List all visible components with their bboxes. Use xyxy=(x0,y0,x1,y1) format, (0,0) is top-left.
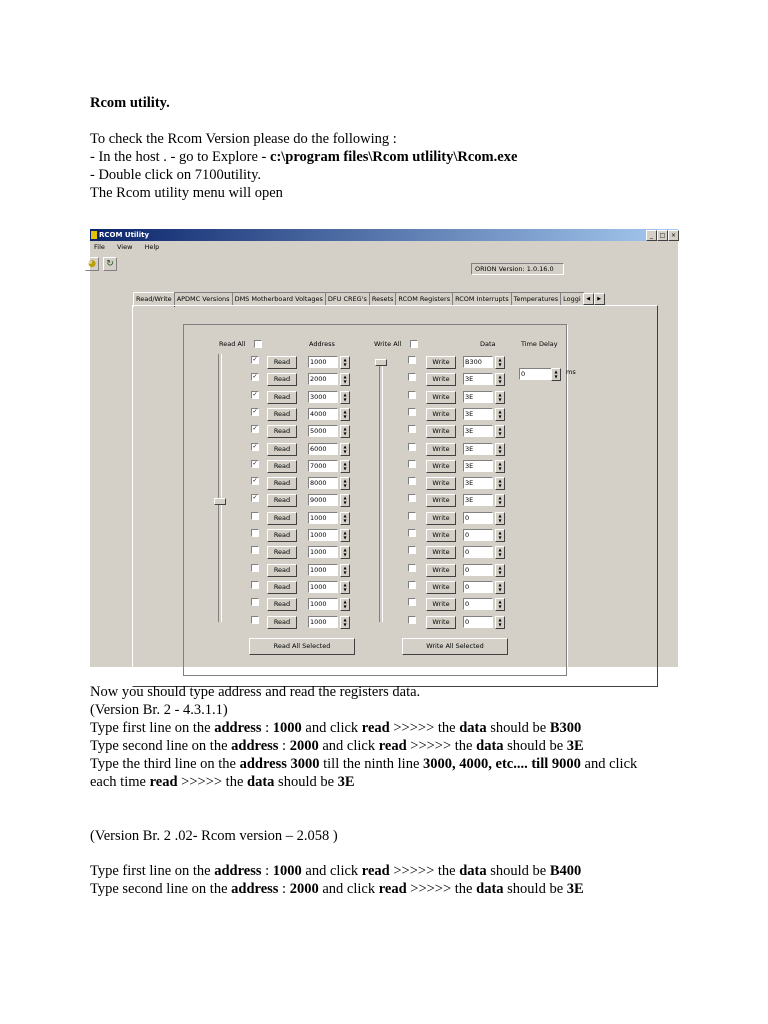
read-button[interactable]: Read xyxy=(267,460,297,473)
read-checkbox[interactable] xyxy=(251,546,259,554)
write-button[interactable]: Write xyxy=(426,564,456,577)
read-checkbox[interactable] xyxy=(251,581,259,589)
address-input[interactable]: 7000 xyxy=(308,460,338,472)
doc-version-1: (Version Br. 2 - 4.3.1.1) xyxy=(90,702,228,718)
read-checkbox[interactable]: ✓ xyxy=(252,425,258,432)
read-button[interactable]: Read xyxy=(267,512,297,525)
address-input[interactable]: 1000 xyxy=(308,564,338,576)
doc-step-3: The Rcom utility menu will open xyxy=(90,185,283,201)
address-input[interactable]: 1000 xyxy=(308,616,338,628)
write-button[interactable]: Write xyxy=(426,529,456,542)
read-button[interactable]: Read xyxy=(267,598,297,611)
tab-resets[interactable]: Resets xyxy=(369,292,397,305)
read-button[interactable]: Read xyxy=(267,373,297,386)
write-checkbox[interactable] xyxy=(408,425,416,433)
doc-version-2: (Version Br. 2 .02- Rcom version – 2.058 ) xyxy=(90,828,338,844)
tab-rcom-interrupts[interactable]: RCOM Interrupts xyxy=(452,292,512,305)
doc-instruction-3-cont: each time read >>>>> the data should be 3E xyxy=(90,774,355,790)
address-spinner[interactable]: ▲ ▼ xyxy=(340,391,350,404)
address-input[interactable]: 4000 xyxy=(308,408,338,420)
toolbar xyxy=(90,254,678,272)
address-input[interactable]: 5000 xyxy=(308,425,338,437)
read-slider-track[interactable] xyxy=(218,354,222,622)
read-button[interactable]: Read xyxy=(267,356,297,369)
write-checkbox[interactable] xyxy=(408,581,416,589)
write-button[interactable]: Write xyxy=(426,581,456,594)
read-checkbox[interactable] xyxy=(251,616,259,624)
data-input[interactable]: 3E xyxy=(463,443,493,455)
read-checkbox[interactable] xyxy=(251,529,259,537)
data-input[interactable]: 3E xyxy=(463,477,493,489)
menu-help[interactable]: Help xyxy=(144,243,160,251)
rcom-utility-window xyxy=(90,229,678,667)
read-button[interactable]: Read xyxy=(267,391,297,404)
read-button[interactable]: Read xyxy=(267,581,297,594)
data-input[interactable]: 3E xyxy=(463,460,493,472)
write-checkbox[interactable] xyxy=(408,443,416,451)
write-button[interactable]: Write xyxy=(426,408,456,421)
doc-instruction-1: Type first line on the address : 1000 and click read >>>>> the data should be B300 xyxy=(90,720,582,736)
read-button[interactable]: Read xyxy=(267,546,297,559)
doc-step-2: - Double click on 7100utility. xyxy=(90,167,262,183)
address-spinner[interactable]: ▲ ▼ xyxy=(340,598,350,611)
data-input[interactable]: 0 xyxy=(463,546,493,558)
app-icon xyxy=(91,231,97,239)
read-checkbox[interactable] xyxy=(251,564,259,572)
read-checkbox[interactable]: ✓ xyxy=(252,460,258,467)
address-spinner[interactable]: ▲ ▼ xyxy=(340,494,350,507)
data-spinner[interactable]: ▲ ▼ xyxy=(495,460,505,473)
doc-instruction-2: Type second line on the address : 2000 and click read >>>>> the data should be 3E xyxy=(90,738,584,754)
read-checkbox[interactable]: ✓ xyxy=(252,356,258,363)
data-input[interactable]: 3E xyxy=(463,408,493,420)
data-spinner[interactable]: ▲ ▼ xyxy=(495,546,505,559)
write-button[interactable]: Write xyxy=(426,477,456,490)
address-input[interactable]: 8000 xyxy=(308,477,338,489)
time-delay-input[interactable]: 0 xyxy=(519,368,553,380)
address-spinner[interactable]: ▲ ▼ xyxy=(340,616,350,629)
address-input[interactable]: 9000 xyxy=(308,494,338,506)
write-checkbox[interactable] xyxy=(408,373,416,381)
tab-read-write[interactable]: Read/Write xyxy=(133,292,175,307)
data-spinner[interactable]: ▲ ▼ xyxy=(495,494,505,507)
tab-scroll-left-icon[interactable]: ◀ xyxy=(583,293,594,305)
maximize-button[interactable]: □ xyxy=(657,230,668,241)
tab-scroll-right-icon[interactable]: ▶ xyxy=(594,293,605,305)
window-title: RCOM Utility xyxy=(99,231,150,239)
data-spinner[interactable]: ▲ ▼ xyxy=(495,564,505,577)
write-button[interactable]: Write xyxy=(426,546,456,559)
open-folder-icon[interactable]: ◕ xyxy=(85,257,99,271)
tab-rcom-registers[interactable]: RCOM Registers xyxy=(395,292,453,305)
minimize-button[interactable]: _ xyxy=(646,230,657,241)
address-spinner[interactable]: ▲ ▼ xyxy=(340,564,350,577)
read-checkbox[interactable]: ✓ xyxy=(252,408,258,415)
menu-view[interactable]: View xyxy=(116,243,133,251)
data-header: Data xyxy=(480,340,496,348)
read-checkbox[interactable]: ✓ xyxy=(252,494,258,501)
write-button[interactable]: Write xyxy=(426,460,456,473)
data-spinner[interactable]: ▲ ▼ xyxy=(495,373,505,386)
refresh-icon[interactable]: ↻ xyxy=(103,257,117,271)
data-spinner[interactable]: ▲ ▼ xyxy=(495,581,505,594)
read-all-checkbox[interactable] xyxy=(254,340,262,348)
doc-title: Rcom utility. xyxy=(90,95,170,111)
data-input[interactable]: 3E xyxy=(463,425,493,437)
data-spinner[interactable]: ▲ ▼ xyxy=(495,616,505,629)
write-button[interactable]: Write xyxy=(426,598,456,611)
write-checkbox[interactable] xyxy=(408,477,416,485)
time-delay-unit: ms xyxy=(566,368,576,376)
data-spinner[interactable]: ▲ ▼ xyxy=(495,356,505,369)
read-checkbox[interactable]: ✓ xyxy=(252,373,258,380)
address-input[interactable]: 1000 xyxy=(308,529,338,541)
address-spinner[interactable]: ▲ ▼ xyxy=(340,356,350,369)
address-spinner[interactable]: ▲ ▼ xyxy=(340,408,350,421)
doc-after-image: Now you should type address and read the registers data. xyxy=(90,684,421,700)
data-input[interactable]: 3E xyxy=(463,373,493,385)
data-spinner[interactable]: ▲ ▼ xyxy=(495,425,505,438)
doc-instruction-5: Type second line on the address : 2000 and click read >>>>> the data should be 3E xyxy=(90,881,584,897)
write-button[interactable]: Write xyxy=(426,373,456,386)
read-checkbox[interactable] xyxy=(251,512,259,520)
address-spinner[interactable]: ▲ ▼ xyxy=(340,512,350,525)
write-checkbox[interactable] xyxy=(408,616,416,624)
address-input[interactable]: 1000 xyxy=(308,512,338,524)
read-button[interactable]: Read xyxy=(267,443,297,456)
tab-dms-motherboard-voltages[interactable]: DMS Motherboard Voltages xyxy=(232,292,326,305)
write-button[interactable]: Write xyxy=(426,425,456,438)
data-spinner[interactable]: ▲ ▼ xyxy=(495,512,505,525)
write-button[interactable]: Write xyxy=(426,512,456,525)
write-all-selected-button[interactable]: Write All Selected xyxy=(402,638,508,655)
address-input[interactable]: 2000 xyxy=(308,373,338,385)
write-checkbox[interactable] xyxy=(408,356,416,364)
read-checkbox[interactable]: ✓ xyxy=(252,477,258,484)
data-spinner[interactable]: ▲ ▼ xyxy=(495,408,505,421)
address-spinner[interactable]: ▲ ▼ xyxy=(340,581,350,594)
data-input[interactable]: B300 xyxy=(463,356,493,368)
address-input[interactable]: 1000 xyxy=(308,598,338,610)
write-button[interactable]: Write xyxy=(426,494,456,507)
read-slider-thumb[interactable] xyxy=(214,498,226,505)
write-checkbox[interactable] xyxy=(408,564,416,572)
write-checkbox[interactable] xyxy=(408,598,416,606)
tab-dfu-cregs[interactable]: DFU CREG's xyxy=(325,292,370,305)
tab-logging[interactable]: Loggi xyxy=(560,292,584,305)
write-button[interactable]: Write xyxy=(426,391,456,404)
write-checkbox[interactable] xyxy=(408,529,416,537)
data-spinner[interactable]: ▲ ▼ xyxy=(495,443,505,456)
read-checkbox[interactable]: ✓ xyxy=(252,443,258,450)
read-button[interactable]: Read xyxy=(267,564,297,577)
address-spinner[interactable]: ▲ ▼ xyxy=(340,443,350,456)
time-delay-header: Time Delay xyxy=(521,340,558,348)
write-button[interactable]: Write xyxy=(426,356,456,369)
menu-file[interactable]: File xyxy=(94,243,105,251)
window-titlebar xyxy=(90,229,678,241)
read-button[interactable]: Read xyxy=(267,494,297,507)
registers-group xyxy=(183,324,567,676)
address-spinner[interactable]: ▲ ▼ xyxy=(340,460,350,473)
doc-step-1: - In the host . - go to Explore - c:\program files\Rcom utlility\Rcom.exe xyxy=(90,149,518,165)
write-checkbox[interactable] xyxy=(408,546,416,554)
data-input[interactable]: 3E xyxy=(463,494,493,506)
tab-apdmc-versions[interactable]: APDMC Versions xyxy=(174,292,233,305)
data-input[interactable]: 0 xyxy=(463,512,493,524)
menu-bar xyxy=(90,242,678,252)
read-button[interactable]: Read xyxy=(267,616,297,629)
address-input[interactable]: 6000 xyxy=(308,443,338,455)
data-input[interactable]: 0 xyxy=(463,529,493,541)
address-header: Address xyxy=(309,340,335,348)
data-spinner[interactable]: ▲ ▼ xyxy=(495,391,505,404)
read-button[interactable]: Read xyxy=(267,477,297,490)
data-spinner[interactable]: ▲ ▼ xyxy=(495,477,505,490)
address-spinner[interactable]: ▲ ▼ xyxy=(340,529,350,542)
read-button[interactable]: Read xyxy=(267,408,297,421)
data-spinner[interactable]: ▲ ▼ xyxy=(495,598,505,611)
write-checkbox[interactable] xyxy=(408,408,416,416)
doc-intro: To check the Rcom Version please do the following : xyxy=(90,131,397,147)
address-spinner[interactable]: ▲ ▼ xyxy=(340,477,350,490)
write-all-checkbox[interactable] xyxy=(410,340,418,348)
write-checkbox[interactable] xyxy=(408,391,416,399)
version-label: ORION Version: 1.0.16.0 xyxy=(471,263,564,275)
data-input[interactable]: 0 xyxy=(463,598,493,610)
read-all-selected-button[interactable]: Read All Selected xyxy=(249,638,355,655)
address-input[interactable]: 3000 xyxy=(308,391,338,403)
read-button[interactable]: Read xyxy=(267,425,297,438)
write-checkbox[interactable] xyxy=(408,460,416,468)
doc-instruction-4: Type first line on the address : 1000 and click read >>>>> the data should be B400 xyxy=(90,863,582,879)
tab-temperatures[interactable]: Temperatures xyxy=(511,292,562,305)
read-checkbox[interactable]: ✓ xyxy=(252,391,258,398)
read-checkbox[interactable] xyxy=(251,598,259,606)
address-spinner[interactable]: ▲ ▼ xyxy=(340,425,350,438)
write-checkbox[interactable] xyxy=(408,512,416,520)
time-delay-spinner[interactable]: ▲ ▼ xyxy=(551,368,561,381)
data-input[interactable]: 0 xyxy=(463,581,493,593)
tab-strip xyxy=(133,292,605,306)
close-button[interactable]: × xyxy=(668,230,679,241)
write-slider-thumb[interactable] xyxy=(375,359,387,366)
write-button[interactable]: Write xyxy=(426,443,456,456)
address-spinner[interactable]: ▲ ▼ xyxy=(340,546,350,559)
write-checkbox[interactable] xyxy=(408,494,416,502)
data-input[interactable]: 3E xyxy=(463,391,493,403)
read-all-label: Read All xyxy=(219,340,246,348)
data-input[interactable]: 0 xyxy=(463,564,493,576)
write-button[interactable]: Write xyxy=(426,616,456,629)
data-input[interactable]: 0 xyxy=(463,616,493,628)
write-slider-track[interactable] xyxy=(379,362,383,622)
write-all-label: Write All xyxy=(374,340,402,348)
data-spinner[interactable]: ▲ ▼ xyxy=(495,529,505,542)
address-input[interactable]: 1000 xyxy=(308,356,338,368)
address-input[interactable]: 1000 xyxy=(308,581,338,593)
read-button[interactable]: Read xyxy=(267,529,297,542)
address-input[interactable]: 1000 xyxy=(308,546,338,558)
address-spinner[interactable]: ▲ ▼ xyxy=(340,373,350,386)
doc-instruction-3: Type the third line on the address 3000 till the ninth line 3000, 4000, etc.... till 9000 and click xyxy=(90,756,638,772)
